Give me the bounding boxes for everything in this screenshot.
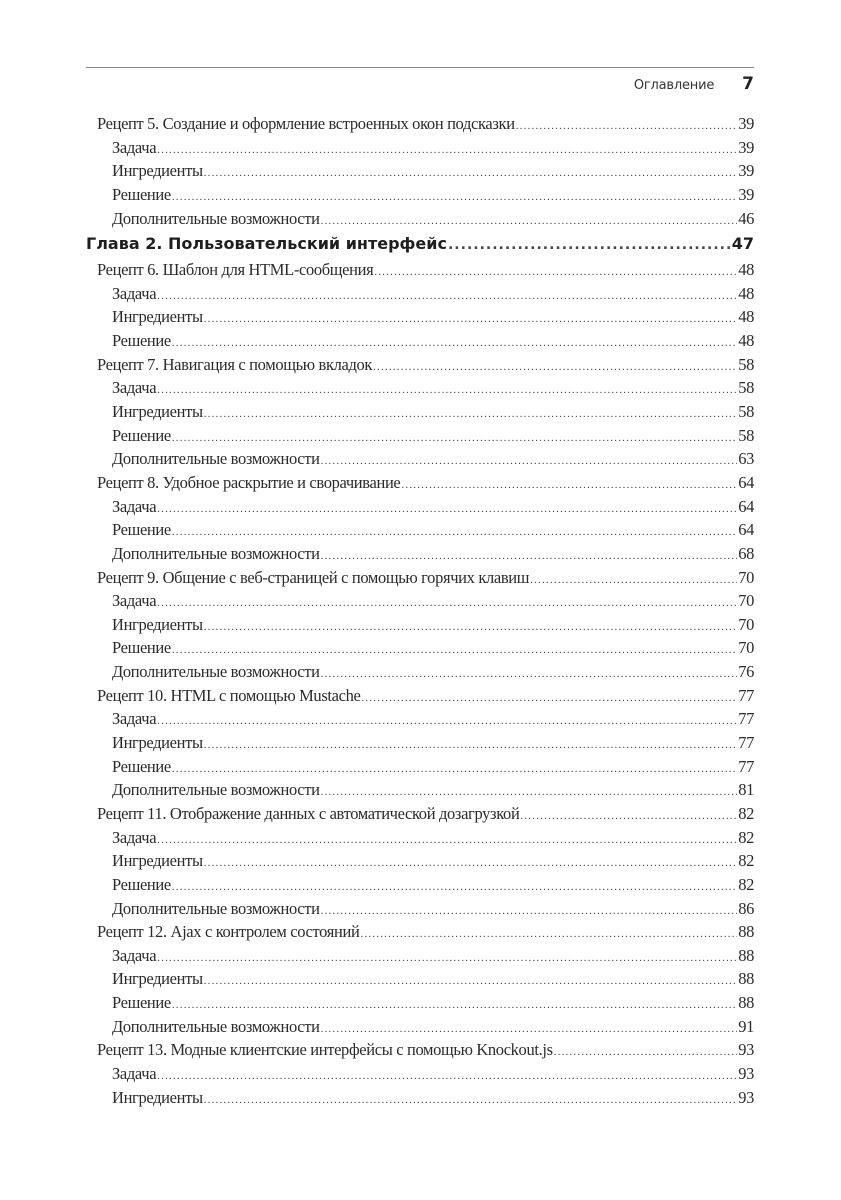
toc-entry-label: Решение [112, 756, 171, 776]
toc-entry-page: 82 [738, 851, 754, 871]
toc-entry-page: 76 [738, 662, 754, 682]
toc-entry-sub[interactable] [86, 969, 754, 993]
toc-entry-label: Задача [112, 709, 157, 729]
toc-entry-label: Ингредиенты [112, 969, 203, 989]
toc-entry-page: 93 [738, 1087, 754, 1107]
toc-entry-recipe[interactable] [86, 686, 754, 710]
dot-leader [374, 266, 737, 278]
dot-leader [157, 384, 737, 396]
toc-entry-page: 48 [738, 307, 754, 327]
toc-entry-page: 77 [738, 685, 754, 705]
toc-entry-label: Дополнительные возможности [112, 208, 320, 228]
toc-entry-sub[interactable] [86, 209, 754, 233]
toc-entry-sub[interactable] [86, 591, 754, 615]
toc-entry-sub[interactable] [86, 828, 754, 852]
dot-leader [373, 361, 737, 373]
dot-leader [321, 215, 738, 227]
page-number: 7 [742, 74, 754, 94]
toc-entry-label: Дополнительные возможности [112, 780, 320, 800]
toc-entry-page: 82 [738, 803, 754, 823]
toc-entry-sub[interactable] [86, 1017, 754, 1041]
toc-entry-sub[interactable] [86, 544, 754, 568]
toc-entry-sub[interactable] [86, 1088, 754, 1112]
toc-entry-page: 82 [738, 874, 754, 894]
toc-entry-sub[interactable] [86, 520, 754, 544]
toc-entry-label: Дополнительные возможности [112, 1016, 320, 1036]
toc-entry-page: 58 [738, 402, 754, 422]
toc-entry-sub[interactable] [86, 946, 754, 970]
toc-entry-sub[interactable] [86, 307, 754, 331]
dot-leader [157, 290, 737, 302]
toc-entry-page: 70 [738, 638, 754, 658]
dot-leader [157, 1070, 737, 1082]
dot-leader [157, 715, 737, 727]
toc-entry-sub[interactable] [86, 638, 754, 662]
toc-entry-label: Решение [112, 184, 171, 204]
dot-leader [204, 621, 737, 633]
toc-entry-recipe[interactable] [86, 568, 754, 592]
toc-entry-label: Задача [112, 283, 157, 303]
table-of-contents [86, 114, 754, 1111]
toc-entry-label: Решение [112, 993, 171, 1013]
dot-leader [321, 1023, 738, 1035]
toc-entry-page: 39 [738, 137, 754, 157]
toc-entry-label: Рецепт 8. Удобное раскрытие и сворачивание [97, 472, 401, 492]
toc-entry-label: Рецепт 11. Отображение данных с автоматической дозагрузкой [97, 803, 520, 823]
toc-entry-label: Рецепт 13. Модные клиентские интерфейсы с помощью Knockout.js [97, 1040, 553, 1060]
toc-entry-label: Дополнительные возможности [112, 662, 320, 682]
dot-leader [530, 574, 737, 586]
toc-entry-page: 77 [738, 756, 754, 776]
toc-entry-page: 58 [738, 425, 754, 445]
dot-leader [321, 905, 738, 917]
toc-entry-label: Ингредиенты [112, 161, 203, 181]
toc-entry-recipe[interactable] [86, 1040, 754, 1064]
toc-entry-label: Рецепт 9. Общение с веб-страницей с помощью горячих клавиш [97, 567, 530, 587]
toc-entry-sub[interactable] [86, 757, 754, 781]
dot-leader [157, 597, 737, 609]
dot-leader [172, 999, 737, 1011]
toc-entry-label: Решение [112, 425, 171, 445]
dot-leader [172, 526, 737, 538]
toc-entry-recipe[interactable] [86, 804, 754, 828]
toc-entry-recipe[interactable] [86, 260, 754, 284]
toc-entry-label: Задача [112, 1063, 157, 1083]
toc-entry-sub[interactable] [86, 426, 754, 450]
toc-entry-label: Рецепт 6. Шаблон для HTML-сообщения [97, 260, 374, 280]
dot-leader [157, 503, 737, 515]
dot-leader [204, 167, 737, 179]
toc-entry-page: 47 [731, 234, 754, 254]
dot-leader [204, 313, 737, 325]
toc-entry-recipe[interactable] [86, 355, 754, 379]
toc-entry-label: Задача [112, 496, 157, 516]
toc-entry-label: Рецепт 10. HTML с помощью Mustache [97, 685, 361, 705]
toc-entry-label: Задача [112, 945, 157, 965]
toc-entry-page: 48 [738, 260, 754, 280]
toc-entry-sub[interactable] [86, 899, 754, 923]
dot-leader [204, 408, 737, 420]
toc-entry-label: Задача [112, 591, 157, 611]
toc-entry-page: 70 [738, 591, 754, 611]
toc-entry-page: 91 [738, 1016, 754, 1036]
dot-leader [204, 1094, 737, 1106]
toc-entry-label: Рецепт 7. Навигация с помощью вкладок [97, 354, 373, 374]
toc-entry-page: 39 [738, 114, 754, 133]
dot-leader [172, 337, 737, 349]
dot-leader [157, 834, 737, 846]
dot-leader [172, 881, 737, 893]
toc-entry-sub[interactable] [86, 402, 754, 426]
toc-entry-page: 64 [738, 520, 754, 540]
toc-entry-label: Дополнительные возможности [112, 449, 320, 469]
dot-leader [204, 975, 737, 987]
dot-leader [204, 739, 737, 751]
toc-entry-sub[interactable] [86, 497, 754, 521]
toc-entry-sub[interactable] [86, 615, 754, 639]
header-rule [86, 67, 754, 68]
toc-entry-page: 64 [738, 472, 754, 492]
toc-entry-label: Решение [112, 874, 171, 894]
toc-entry-recipe[interactable] [86, 114, 754, 138]
toc-entry-page: 39 [738, 161, 754, 181]
dot-leader [520, 810, 737, 822]
dot-leader [401, 479, 737, 491]
toc-entry-label: Задача [112, 137, 157, 157]
toc-entry-page: 93 [738, 1040, 754, 1060]
toc-entry-sub[interactable] [86, 449, 754, 473]
toc-entry-page: 88 [738, 993, 754, 1013]
toc-entry-label: Ингредиенты [112, 733, 203, 753]
toc-entry-label: Решение [112, 520, 171, 540]
toc-entry-page: 58 [738, 378, 754, 398]
toc-entry-page: 70 [738, 614, 754, 634]
toc-entry-sub[interactable] [86, 993, 754, 1017]
toc-entry-page: 46 [738, 208, 754, 228]
toc-entry-label: Ингредиенты [112, 402, 203, 422]
toc-entry-page: 64 [738, 496, 754, 516]
toc-entry-sub[interactable] [86, 284, 754, 308]
toc-entry-sub[interactable] [86, 875, 754, 899]
toc-entry-recipe[interactable] [86, 473, 754, 497]
running-title: Оглавление [633, 78, 715, 93]
dot-leader [448, 237, 731, 253]
dot-leader [204, 857, 737, 869]
toc-entry-page: 86 [738, 898, 754, 918]
toc-entry-page: 48 [738, 331, 754, 351]
toc-entry-label: Решение [112, 638, 171, 658]
dot-leader [172, 432, 737, 444]
dot-leader [172, 644, 737, 656]
toc-entry-sub[interactable] [86, 138, 754, 162]
toc-entry-sub[interactable] [86, 780, 754, 804]
toc-entry-page: 88 [738, 945, 754, 965]
toc-entry-sub[interactable] [86, 1064, 754, 1088]
toc-entry-page: 82 [738, 827, 754, 847]
toc-entry-label: Ингредиенты [112, 614, 203, 634]
toc-entry-label: Ингредиенты [112, 307, 203, 327]
toc-entry-page: 70 [738, 567, 754, 587]
toc-entry-sub[interactable] [86, 851, 754, 875]
toc-entry-sub[interactable] [86, 161, 754, 185]
dot-leader [321, 786, 738, 798]
toc-entry-label: Ингредиенты [112, 1087, 203, 1107]
dot-leader [172, 763, 737, 775]
toc-entry-chapter[interactable] [86, 232, 754, 260]
toc-entry-label: Задача [112, 827, 157, 847]
dot-leader [172, 191, 737, 203]
toc-entry-label: Рецепт 5. Создание и оформление встроенных окон подсказки [97, 114, 515, 133]
dot-leader [157, 952, 737, 964]
toc-entry-sub[interactable] [86, 733, 754, 757]
toc-entry-sub[interactable] [86, 331, 754, 355]
toc-entry-page: 88 [738, 922, 754, 942]
toc-entry-page: 39 [738, 184, 754, 204]
toc-entry-page: 48 [738, 283, 754, 303]
dot-leader [361, 692, 737, 704]
toc-entry-sub[interactable] [86, 662, 754, 686]
toc-entry-page: 68 [738, 543, 754, 563]
dot-leader [360, 928, 737, 940]
toc-entry-recipe[interactable] [86, 922, 754, 946]
dot-leader [554, 1046, 738, 1058]
toc-entry-sub[interactable] [86, 709, 754, 733]
toc-entry-page: 63 [738, 449, 754, 469]
toc-entry-label: Глава 2. Пользовательский интерфейс [86, 234, 447, 254]
dot-leader [321, 668, 738, 680]
toc-entry-page: 81 [738, 780, 754, 800]
toc-entry-label: Задача [112, 378, 157, 398]
running-header [634, 74, 754, 94]
toc-entry-page: 58 [738, 354, 754, 374]
toc-entry-label: Рецепт 12. Ajax с контролем состояний [97, 922, 360, 942]
dot-leader [516, 120, 737, 132]
toc-entry-page: 88 [738, 969, 754, 989]
toc-entry-page: 77 [738, 709, 754, 729]
dot-leader [157, 144, 737, 156]
toc-entry-label: Дополнительные возможности [112, 898, 320, 918]
toc-entry-sub[interactable] [86, 185, 754, 209]
dot-leader [321, 550, 738, 562]
toc-entry-page: 77 [738, 733, 754, 753]
dot-leader [321, 455, 738, 467]
toc-entry-label: Ингредиенты [112, 851, 203, 871]
toc-entry-sub[interactable] [86, 378, 754, 402]
toc-entry-label: Решение [112, 331, 171, 351]
toc-entry-page: 93 [738, 1063, 754, 1083]
toc-entry-label: Дополнительные возможности [112, 543, 320, 563]
